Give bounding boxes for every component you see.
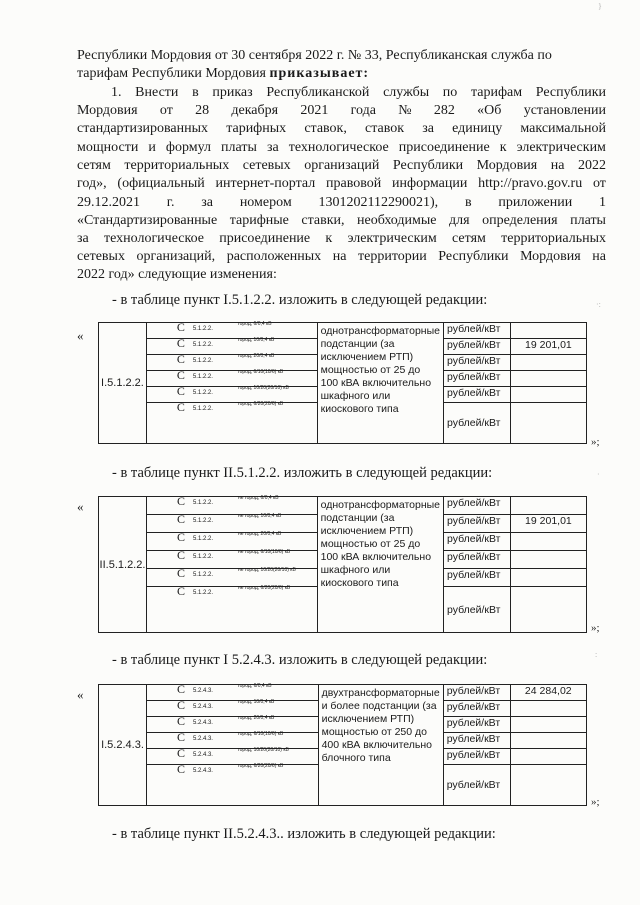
value-cell bbox=[510, 371, 586, 387]
rate-note: город, 6/10(10/6) кВ bbox=[237, 731, 284, 737]
word: номером bbox=[239, 195, 292, 210]
section-heading: - в таблице пункт II.5.2.4.3.. изложить в следующей редакции: bbox=[112, 826, 496, 842]
paragraph-line bbox=[77, 139, 606, 157]
word: на bbox=[592, 249, 606, 264]
unit-cell: рублей/кВт bbox=[444, 515, 511, 533]
rate-symbol: С bbox=[176, 714, 185, 728]
open-quote: « bbox=[77, 687, 84, 702]
table-row bbox=[99, 323, 587, 339]
unit-cell: рублей/кВт bbox=[444, 569, 511, 587]
word: за bbox=[77, 231, 89, 246]
paragraph-line bbox=[77, 120, 606, 138]
substation-description: однотрансформаторные подстанции (за исключением РТП) мощностью от 25 до 100 кВА включительно шкафного или киоскового типа bbox=[317, 323, 443, 444]
word: электрическим bbox=[347, 231, 437, 246]
open-quote: « bbox=[77, 499, 84, 514]
unit-cell: рублей/кВт bbox=[443, 701, 510, 717]
rate-symbol-cell bbox=[146, 512, 317, 533]
word: 1 bbox=[599, 195, 606, 210]
rate-subscript: 5.1.2.2. bbox=[192, 326, 213, 332]
rate-symbol-cell bbox=[146, 584, 317, 633]
word: № bbox=[398, 103, 412, 118]
unit-cell: рублей/кВт bbox=[443, 749, 510, 765]
word: 282 bbox=[433, 103, 455, 118]
word: ставок bbox=[365, 121, 405, 136]
word: определения bbox=[482, 213, 558, 228]
word: 1301202112290021), bbox=[318, 195, 439, 210]
rate-symbol-cell bbox=[146, 566, 317, 587]
item-code: I.5.1.2.2. bbox=[99, 323, 147, 444]
unit-cell: рублей/кВт bbox=[444, 587, 511, 633]
rate-subscript: 5.2.4.3. bbox=[192, 688, 213, 694]
word: мощности bbox=[77, 140, 139, 155]
rate-symbol: С bbox=[176, 320, 185, 334]
rate-note: город, 6/0,4 кВ bbox=[237, 321, 272, 327]
unit-cell: рублей/кВт bbox=[443, 733, 510, 749]
rate-note: город, 20/0,4 кВ bbox=[237, 353, 275, 359]
word: 1. bbox=[111, 85, 122, 100]
value-cell bbox=[510, 387, 586, 403]
rate-symbol: С bbox=[176, 530, 185, 544]
intro-line-2-text: тарифам Республики Мордовия bbox=[77, 66, 266, 81]
value-cell bbox=[510, 749, 586, 765]
word: Мордовия bbox=[77, 103, 138, 118]
word: присоединение bbox=[398, 140, 490, 155]
paragraph-line bbox=[77, 230, 606, 248]
rate-note: город, 20/0,4 кВ bbox=[237, 715, 275, 721]
word: за bbox=[422, 121, 434, 136]
rate-subscript: 5.2.4.3. bbox=[192, 736, 213, 742]
close-quote: »; bbox=[591, 622, 600, 634]
word: формул bbox=[165, 140, 211, 155]
word: 2022 bbox=[577, 158, 606, 173]
rate-note: не город, 6/0,4 кВ bbox=[237, 495, 279, 501]
word: ставок, bbox=[304, 121, 347, 136]
unit-cell: рублей/кВт bbox=[444, 533, 511, 551]
rate-subscript: 5.2.4.3. bbox=[192, 720, 213, 726]
word: Внести bbox=[135, 85, 179, 100]
rate-note: город, 10/0,4 кВ bbox=[237, 699, 275, 705]
value-cell bbox=[510, 355, 586, 371]
rate-symbol: С bbox=[176, 566, 185, 580]
rate-symbol-cell bbox=[146, 494, 317, 515]
rate-note: город, 6/10(10/6) кВ bbox=[237, 369, 284, 375]
paragraph-last-line: 2022 год» следующие изменения: bbox=[77, 267, 277, 282]
open-quote: « bbox=[77, 328, 84, 343]
rate-note: город, 6/20(20/6) кВ bbox=[237, 401, 284, 407]
value-cell bbox=[510, 587, 586, 633]
word: года bbox=[350, 103, 376, 118]
word: «Стандартизированные bbox=[77, 213, 218, 228]
rate-symbol-cell bbox=[146, 400, 317, 444]
value-cell: 19 201,01 bbox=[510, 339, 586, 355]
paragraph-line bbox=[77, 248, 606, 266]
word: организаций bbox=[304, 158, 380, 173]
word: платы bbox=[570, 213, 606, 228]
unit-cell: рублей/кВт bbox=[444, 403, 511, 444]
word: необходимые bbox=[357, 213, 437, 228]
word: территориальных bbox=[501, 231, 606, 246]
rate-symbol-cell bbox=[146, 352, 317, 371]
word: (официальный bbox=[117, 176, 205, 191]
word: сетевых bbox=[77, 249, 125, 264]
rate-symbol: С bbox=[176, 512, 185, 526]
rate-subscript: 5.1.2.2. bbox=[192, 358, 213, 364]
word: технологическое bbox=[288, 140, 389, 155]
tariff-table bbox=[98, 496, 587, 633]
word: ставки, bbox=[301, 213, 345, 228]
word: Республиканской bbox=[266, 85, 370, 100]
word: для bbox=[449, 213, 470, 228]
rate-subscript: 5.1.2.2. bbox=[192, 536, 213, 542]
word: единицу bbox=[452, 121, 503, 136]
tariff-table bbox=[98, 322, 587, 444]
table-row bbox=[99, 497, 587, 515]
item-code: I.5.2.4.3. bbox=[99, 685, 147, 806]
section-heading: - в таблице пункт II.5.1.2.2. изложить в следующей редакции: bbox=[112, 465, 493, 481]
rate-symbol: С bbox=[176, 400, 185, 414]
word: информации bbox=[392, 176, 468, 191]
rate-subscript: 5.2.4.3. bbox=[192, 768, 213, 774]
table-row bbox=[99, 685, 587, 701]
word: «Об bbox=[477, 103, 502, 118]
rate-symbol-cell bbox=[146, 384, 317, 403]
rate-symbol: С bbox=[176, 352, 185, 366]
word: от bbox=[159, 103, 173, 118]
paragraph-line bbox=[77, 175, 606, 193]
rate-symbol-cell bbox=[146, 336, 317, 355]
word: 28 bbox=[195, 103, 210, 118]
value-cell bbox=[510, 701, 586, 717]
value-cell bbox=[510, 765, 586, 806]
unit-cell: рублей/кВт bbox=[444, 355, 511, 371]
unit-cell: рублей/кВт bbox=[444, 387, 511, 403]
value-cell bbox=[510, 551, 586, 569]
intro-line-2 bbox=[77, 65, 369, 83]
scan-mark: : bbox=[595, 650, 598, 659]
word: сетевых bbox=[242, 158, 291, 173]
value-cell bbox=[510, 323, 586, 339]
tariff-table bbox=[98, 684, 587, 806]
value-cell bbox=[510, 733, 586, 749]
rate-subscript: 5.1.2.2. bbox=[192, 554, 213, 560]
word: за bbox=[266, 140, 279, 155]
rate-note: не город, 10/0,4 кВ bbox=[237, 513, 282, 519]
word: приказ bbox=[212, 85, 253, 100]
rate-symbol-cell bbox=[146, 714, 318, 733]
word: правовой bbox=[326, 176, 382, 191]
word: территориальных bbox=[124, 158, 230, 173]
rate-note: не город, 10/20(20/10) кВ bbox=[237, 567, 296, 573]
word: присоединение bbox=[219, 231, 311, 246]
unit-cell: рублей/кВт bbox=[444, 339, 511, 355]
rate-note: город, 10/0,4 кВ bbox=[237, 337, 275, 343]
word: службы bbox=[383, 85, 430, 100]
word: электрическим bbox=[516, 140, 606, 155]
rate-symbol-cell bbox=[146, 368, 317, 387]
rate-subscript: 5.1.2.2. bbox=[192, 390, 213, 396]
value-cell bbox=[510, 569, 586, 587]
rate-symbol-cell bbox=[146, 548, 317, 569]
rate-subscript: 5.1.2.2. bbox=[192, 590, 213, 596]
value-cell bbox=[510, 403, 586, 444]
value-cell bbox=[510, 497, 586, 515]
paragraph-line bbox=[77, 194, 606, 212]
unit-cell: рублей/кВт bbox=[444, 371, 511, 387]
word: сетям bbox=[452, 231, 486, 246]
word: технологическое bbox=[104, 231, 204, 246]
word: Мордовия bbox=[476, 158, 538, 173]
unit-cell: рублей/кВт bbox=[443, 685, 510, 701]
rate-symbol-cell bbox=[146, 698, 318, 717]
word: платы bbox=[221, 140, 257, 155]
rate-subscript: 5.1.2.2. bbox=[192, 518, 213, 524]
word: к bbox=[499, 140, 507, 155]
rate-subscript: 5.1.2.2. bbox=[192, 342, 213, 348]
word: в bbox=[464, 195, 472, 210]
rate-symbol: С bbox=[176, 548, 185, 562]
close-quote: »; bbox=[591, 436, 600, 448]
paragraph-line bbox=[111, 84, 606, 102]
substation-description: двухтрансформаторные и более подстанции (за исключением РТП) мощностью от 250 до 400 кВА включительно блочного типа bbox=[318, 685, 443, 806]
word: к bbox=[325, 231, 333, 246]
rate-symbol: С bbox=[176, 494, 185, 508]
word: расположенных bbox=[226, 249, 322, 264]
rate-symbol: С bbox=[176, 336, 185, 350]
rate-symbol: С bbox=[176, 698, 185, 712]
word: 2021 bbox=[300, 103, 329, 118]
unit-cell: рублей/кВт bbox=[443, 765, 510, 806]
paragraph-line bbox=[77, 102, 606, 120]
rate-symbol-cell bbox=[146, 746, 318, 765]
rate-subscript: 5.1.2.2. bbox=[192, 374, 213, 380]
intro-line-1: Республики Мордовия от 30 сентября 2022 г. № 33, Республиканская служба по bbox=[77, 48, 552, 63]
rate-symbol: С bbox=[176, 384, 185, 398]
word: Республики bbox=[392, 158, 464, 173]
rate-subscript: 5.1.2.2. bbox=[192, 572, 213, 578]
word: организаций, bbox=[136, 249, 216, 264]
word: интернет-портал bbox=[215, 176, 316, 191]
word: от bbox=[592, 176, 606, 191]
word: максимальной bbox=[520, 121, 606, 136]
word: Мордовия bbox=[520, 249, 581, 264]
word: http://pravo.gov.ru bbox=[478, 176, 583, 191]
rate-note: не город, 6/20(20/6) кВ bbox=[237, 585, 291, 591]
word: год», bbox=[77, 176, 107, 191]
rate-symbol: С bbox=[176, 584, 185, 598]
word: и bbox=[148, 140, 156, 155]
word: на bbox=[332, 249, 347, 264]
rate-note: город, 6/20(20/6) кВ bbox=[237, 763, 284, 769]
rate-subscript: 5.1.2.2. bbox=[192, 406, 213, 412]
rate-symbol-cell bbox=[146, 682, 318, 701]
word: на bbox=[550, 158, 565, 173]
value-cell: 24 284,02 bbox=[510, 685, 586, 701]
rate-note: не город, 20/0,4 кВ bbox=[237, 531, 282, 537]
rate-note: город, 10/20(20/10) кВ bbox=[237, 747, 289, 753]
word: сетям bbox=[77, 158, 111, 173]
scan-mark: } bbox=[598, 2, 602, 11]
rate-note: не город, 6/10(10/6) кВ bbox=[237, 549, 291, 555]
rate-subscript: 5.1.2.2. bbox=[192, 500, 213, 506]
word: стандартизированных bbox=[77, 121, 209, 136]
rate-symbol: С bbox=[176, 762, 185, 776]
rate-symbol-cell bbox=[146, 530, 317, 551]
rate-symbol-cell bbox=[146, 762, 318, 806]
word: по bbox=[442, 85, 458, 100]
scan-mark: ·: bbox=[596, 300, 601, 309]
word: Республики bbox=[438, 249, 509, 264]
word: тарифные bbox=[229, 213, 289, 228]
rate-symbol: С bbox=[176, 730, 185, 744]
word: в bbox=[192, 85, 199, 100]
value-cell bbox=[510, 533, 586, 551]
unit-cell: рублей/кВт bbox=[444, 497, 511, 515]
rate-symbol-cell bbox=[146, 730, 318, 749]
rate-note: город, 6/0,4 кВ bbox=[237, 683, 272, 689]
word: тарифных bbox=[226, 121, 287, 136]
rate-subscript: 5.2.4.3. bbox=[192, 704, 213, 710]
rate-note: город, 10/20(20/10) кВ bbox=[237, 385, 289, 391]
word: приложении bbox=[498, 195, 573, 210]
rate-symbol: С bbox=[176, 682, 185, 696]
rate-symbol: С bbox=[176, 368, 185, 382]
unit-cell: рублей/кВт bbox=[443, 717, 510, 733]
scan-mark: · bbox=[597, 470, 600, 479]
word: за bbox=[201, 195, 214, 210]
word: тарифам bbox=[470, 85, 523, 100]
order-word: приказывает: bbox=[269, 66, 370, 81]
word: территории bbox=[358, 249, 427, 264]
value-cell: 19 201,01 bbox=[510, 515, 586, 533]
section-heading: - в таблице пункт I 5.2.4.3. изложить в следующей редакции: bbox=[112, 652, 488, 668]
word: декабря bbox=[231, 103, 279, 118]
close-quote: »; bbox=[591, 796, 600, 808]
rate-symbol: С bbox=[176, 746, 185, 760]
rate-symbol-cell bbox=[146, 320, 317, 339]
word: установлении bbox=[523, 103, 606, 118]
paragraph-line bbox=[77, 157, 606, 175]
unit-cell: рублей/кВт bbox=[444, 551, 511, 569]
paragraph-line bbox=[77, 212, 606, 230]
item-code: II.5.1.2.2. bbox=[99, 497, 147, 633]
rate-subscript: 5.2.4.3. bbox=[192, 752, 213, 758]
word: 29.12.2021 bbox=[77, 195, 140, 210]
section-heading: - в таблице пункт I.5.1.2.2. изложить в следующей редакции: bbox=[112, 292, 488, 308]
unit-cell: рублей/кВт bbox=[444, 323, 511, 339]
value-cell bbox=[510, 717, 586, 733]
substation-description: однотрансформаторные подстанции (за исключением РТП) мощностью от 25 до 100 кВА включительно шкафного или киоскового типа bbox=[317, 497, 443, 633]
word: Республики bbox=[535, 85, 606, 100]
word: г. bbox=[166, 195, 175, 210]
